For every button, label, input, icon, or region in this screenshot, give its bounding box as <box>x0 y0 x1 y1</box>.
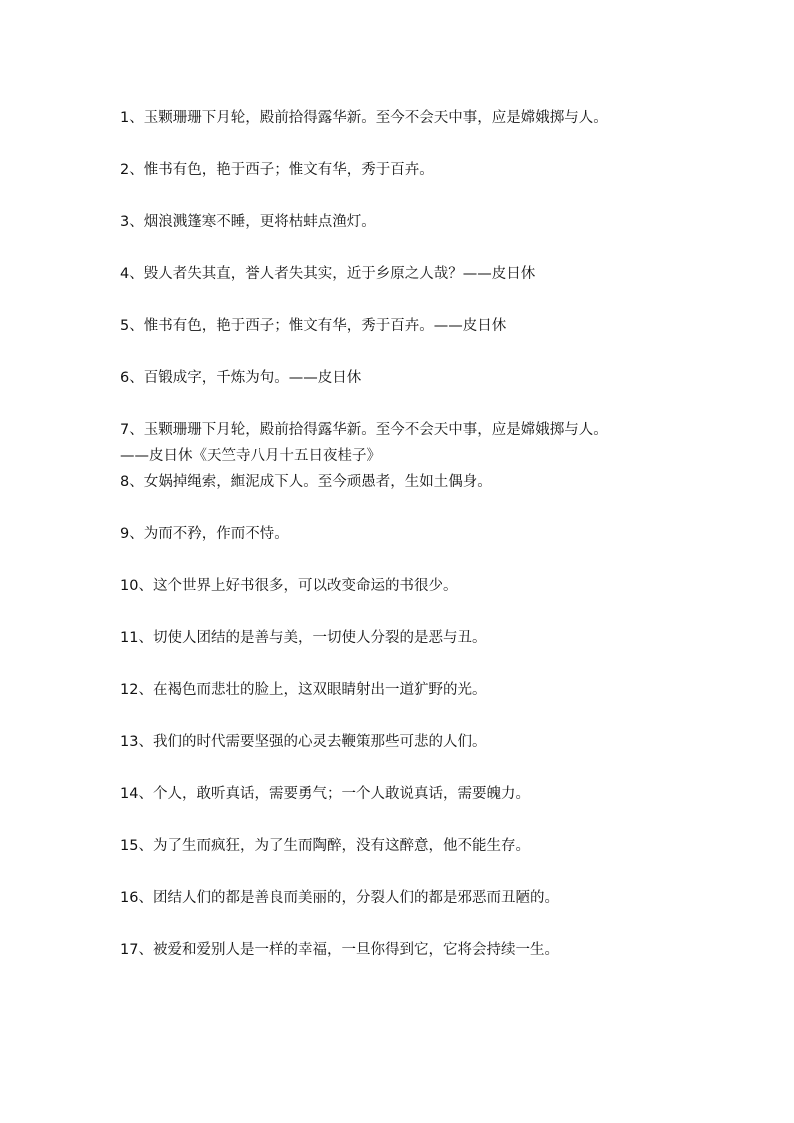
quote-line-11: 11、切使人团结的是善与美，一切使人分裂的是恶与丑。 <box>120 630 487 646</box>
quote-line-15: 15、为了生而疯狂，为了生而陶醉，没有这醉意，他不能生存。 <box>120 838 530 854</box>
quote-line-12: 12、在褐色而悲壮的脸上，这双眼睛射出一道犷野的光。 <box>120 682 487 698</box>
quote-line-4: 4、毁人者失其直，誉人者失其实，近于乡原之人哉？——皮日休 <box>120 266 536 282</box>
quote-list <box>120 106 680 990</box>
quote-line-6: 6、百锻成字，千炼为句。——皮日休 <box>120 370 362 386</box>
quote-line-7-attribution: ——皮日休《天竺寺八月十五日夜桂子》 <box>120 448 381 464</box>
quote-line-5: 5、惟书有色，艳于西子；惟文有华，秀于百卉。——皮日休 <box>120 318 507 334</box>
quote-line-16: 16、团结人们的都是善良而美丽的，分裂人们的都是邪恶而丑陋的。 <box>120 890 559 906</box>
quote-line-10: 10、这个世界上好书很多，可以改变命运的书很少。 <box>120 578 458 594</box>
quote-line-7: 7、玉颗珊珊下月轮，殿前拾得露华新。至今不会天中事，应是嫦娥掷与人。 <box>120 422 608 438</box>
quote-line-1: 1、玉颗珊珊下月轮，殿前拾得露华新。至今不会天中事，应是嫦娥掷与人。 <box>120 110 608 126</box>
quote-line-9: 9、为而不矜，作而不恃。 <box>120 526 289 542</box>
quote-line-17: 17、被爱和爱别人是一样的幸福，一旦你得到它，它将会持续一生。 <box>120 942 559 958</box>
quote-line-14: 14、个人，敢听真话，需要勇气；一个人敢说真话，需要魄力。 <box>120 786 530 802</box>
quote-line-2: 2、惟书有色，艳于西子；惟文有华，秀于百卉。 <box>120 162 434 178</box>
quote-line-3: 3、烟浪溅篷寒不睡，更将枯蚌点渔灯。 <box>120 214 376 230</box>
quote-line-8: 8、女娲掉绳索，縆泥成下人。至今顽愚者，生如土偶身。 <box>120 474 492 490</box>
quote-line-13: 13、我们的时代需要坚强的心灵去鞭策那些可悲的人们。 <box>120 734 487 750</box>
